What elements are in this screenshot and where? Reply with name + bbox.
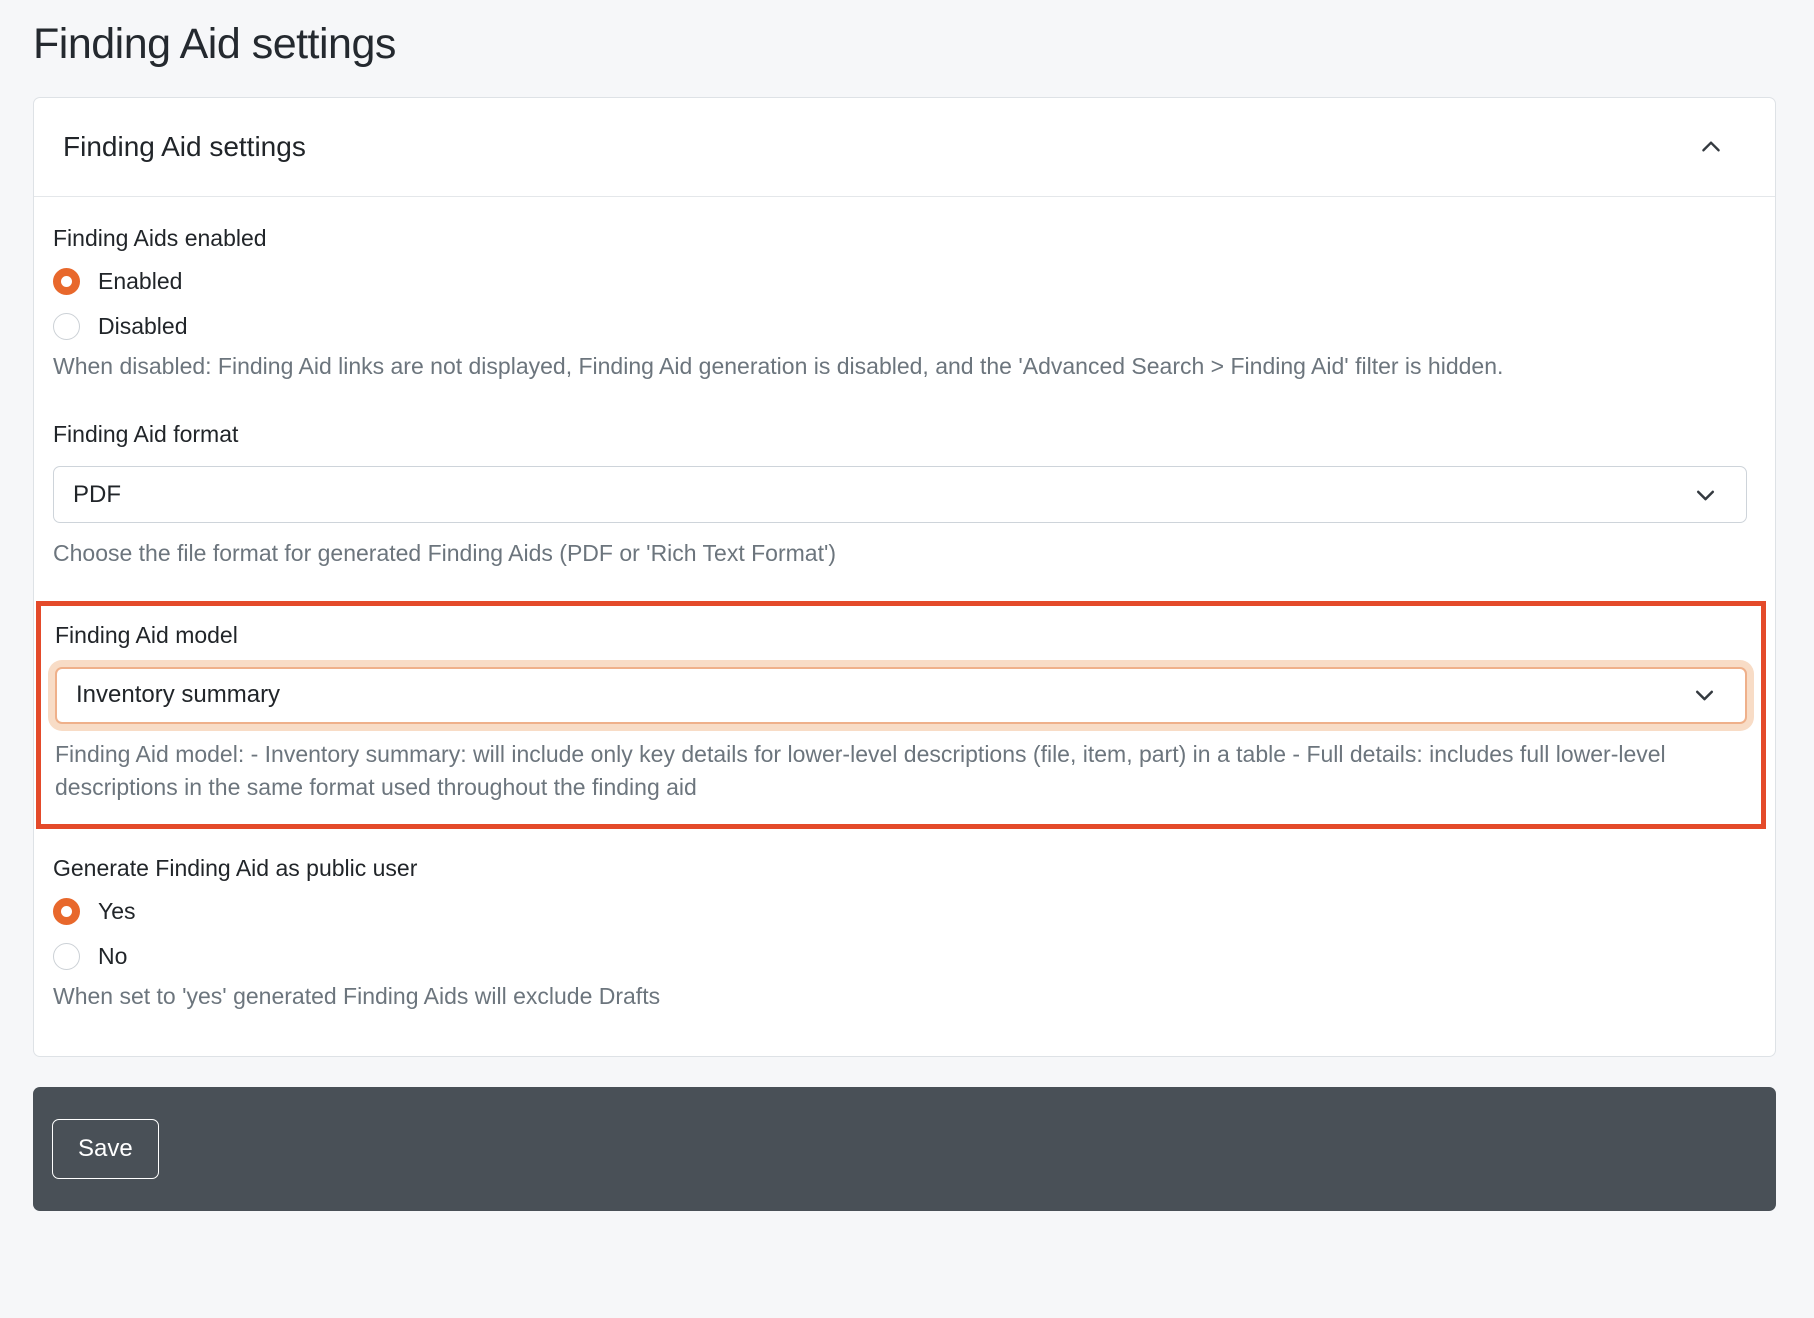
finding-aids-enabled-help: When disabled: Finding Aid links are not displayed, Finding Aid generation is disabled, and the 'Advanced Search > Finding Aid' filter is hidden. <box>53 353 1504 379</box>
page-title: Finding Aid settings <box>33 20 396 68</box>
finding-aid-model-value: Inventory summary <box>76 681 281 709</box>
save-button[interactable]: Save <box>52 1119 159 1179</box>
yes-radio-label[interactable]: Yes <box>98 898 136 925</box>
finding-aid-model-label: Finding Aid model <box>55 621 238 648</box>
public-user-label: Generate Finding Aid as public user <box>53 855 418 882</box>
enabled-radio-label[interactable]: Enabled <box>98 268 183 294</box>
chevron-down-icon <box>1693 482 1718 507</box>
finding-aid-settings-panel <box>33 97 1776 1057</box>
disabled-radio-label[interactable]: Disabled <box>98 313 188 339</box>
finding-aid-format-group <box>53 421 1747 570</box>
finding-aid-model-help: Finding Aid model: - Inventory summary: will include only key details for lower-level descriptions (file, item, part) in a table - Full details: includes full lower-level descriptions in the same format used throughout the finding aid <box>55 740 1666 801</box>
panel-body <box>34 197 1775 1056</box>
panel-header <box>34 98 1775 197</box>
finding-aid-format-label: Finding Aid format <box>53 421 239 448</box>
chevron-down-icon <box>1692 683 1717 708</box>
finding-aid-format-value: PDF <box>73 480 121 508</box>
yes-radio[interactable] <box>53 898 80 925</box>
no-radio[interactable] <box>53 943 80 970</box>
finding-aid-model-group <box>55 622 1747 805</box>
finding-aid-model-select[interactable] <box>55 667 1747 724</box>
enabled-option-row[interactable] <box>53 268 1747 295</box>
disabled-option-row[interactable] <box>53 313 1747 340</box>
public-user-group <box>53 855 1747 1013</box>
finding-aid-format-select[interactable] <box>53 466 1747 523</box>
collapse-panel-button[interactable] <box>1693 129 1729 165</box>
yes-option-row[interactable] <box>53 898 1747 925</box>
finding-aid-format-help: Choose the file format for generated Finding Aids (PDF or 'Rich Text Format') <box>53 540 837 567</box>
chevron-up-icon <box>1698 134 1724 160</box>
finding-aids-enabled-group <box>53 225 1747 383</box>
finding-aids-enabled-label: Finding Aids enabled <box>53 225 267 251</box>
actions-bar <box>33 1087 1776 1211</box>
annotation-highlight-box <box>36 601 1766 830</box>
enabled-radio[interactable] <box>53 268 80 295</box>
public-user-help: When set to 'yes' generated Finding Aids will exclude Drafts <box>53 983 661 1010</box>
no-option-row[interactable] <box>53 943 1747 970</box>
panel-title: Finding Aid settings <box>63 131 306 162</box>
disabled-radio[interactable] <box>53 313 80 340</box>
no-radio-label[interactable]: No <box>98 943 128 970</box>
